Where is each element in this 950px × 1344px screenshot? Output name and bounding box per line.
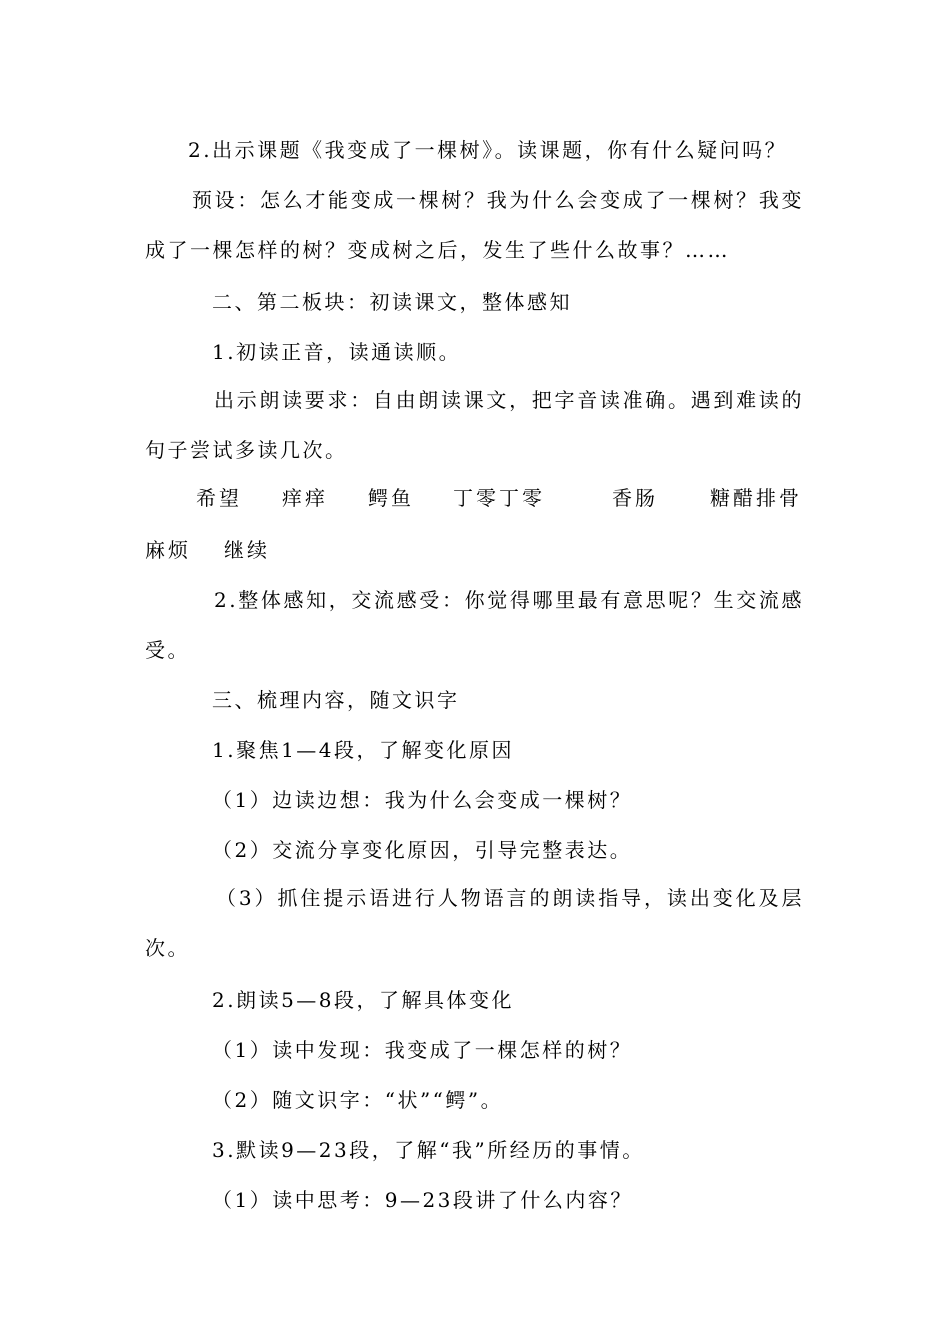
paragraph-line: 成了一棵怎样的树？变成树之后，发生了些什么故事？…… bbox=[145, 238, 730, 262]
vocab-word: 香肠 bbox=[612, 486, 658, 510]
paragraph-line: 3.默读9—23段，了解“我”所经历的事情。 bbox=[212, 1138, 645, 1162]
paragraph-line: （1）读中发现：我变成了一棵怎样的树？ bbox=[212, 1038, 633, 1062]
paragraph-line: 2.出示课题《我变成了一棵树》。读课题，你有什么疑问吗？ bbox=[188, 138, 788, 162]
vocab-word: 痒痒 bbox=[282, 486, 328, 510]
paragraph-line: （3）抓住提示语进行人物语言的朗读指导，读出变化及层 bbox=[216, 886, 804, 910]
paragraph-line: 预设：怎么才能变成一棵树？我为什么会变成了一棵树？我变 bbox=[192, 188, 804, 212]
paragraph-line: 次。 bbox=[145, 936, 190, 960]
vocab-word: 继续 bbox=[224, 538, 270, 562]
vocab-word: 糖醋排骨 bbox=[710, 486, 802, 510]
vocab-word: 丁零丁零 bbox=[453, 486, 545, 510]
paragraph-line: 1.聚焦1—4段，了解变化原因 bbox=[212, 738, 515, 762]
paragraph-line: 2.朗读5—8段，了解具体变化 bbox=[212, 988, 515, 1012]
vocab-word: 麻烦 bbox=[145, 538, 191, 562]
paragraph-line: （1）读中思考：9—23段讲了什么内容？ bbox=[212, 1188, 633, 1212]
vocab-word: 鳄鱼 bbox=[368, 486, 414, 510]
vocab-word: 希望 bbox=[196, 486, 242, 510]
paragraph-line: 1.初读正音，读通读顺。 bbox=[212, 340, 462, 364]
paragraph-line: （1）边读边想：我为什么会变成一棵树？ bbox=[212, 788, 633, 812]
paragraph-line: 出示朗读要求：自由朗读课文，把字音读准确。遇到难读的 bbox=[214, 388, 804, 412]
paragraph-line: （2）交流分享变化原因，引导完整表达。 bbox=[212, 838, 633, 862]
paragraph-line: 2.整体感知，交流感受：你觉得哪里最有意思呢？生交流感 bbox=[214, 588, 804, 612]
paragraph-line: （2）随文识字：“状”“鳄”。 bbox=[212, 1088, 504, 1112]
section-heading: 三、梳理内容，随文识字 bbox=[212, 688, 460, 712]
paragraph-line: 句子尝试多读几次。 bbox=[145, 438, 348, 462]
section-heading: 二、第二板块：初读课文，整体感知 bbox=[212, 290, 572, 314]
paragraph-line: 受。 bbox=[145, 638, 190, 662]
